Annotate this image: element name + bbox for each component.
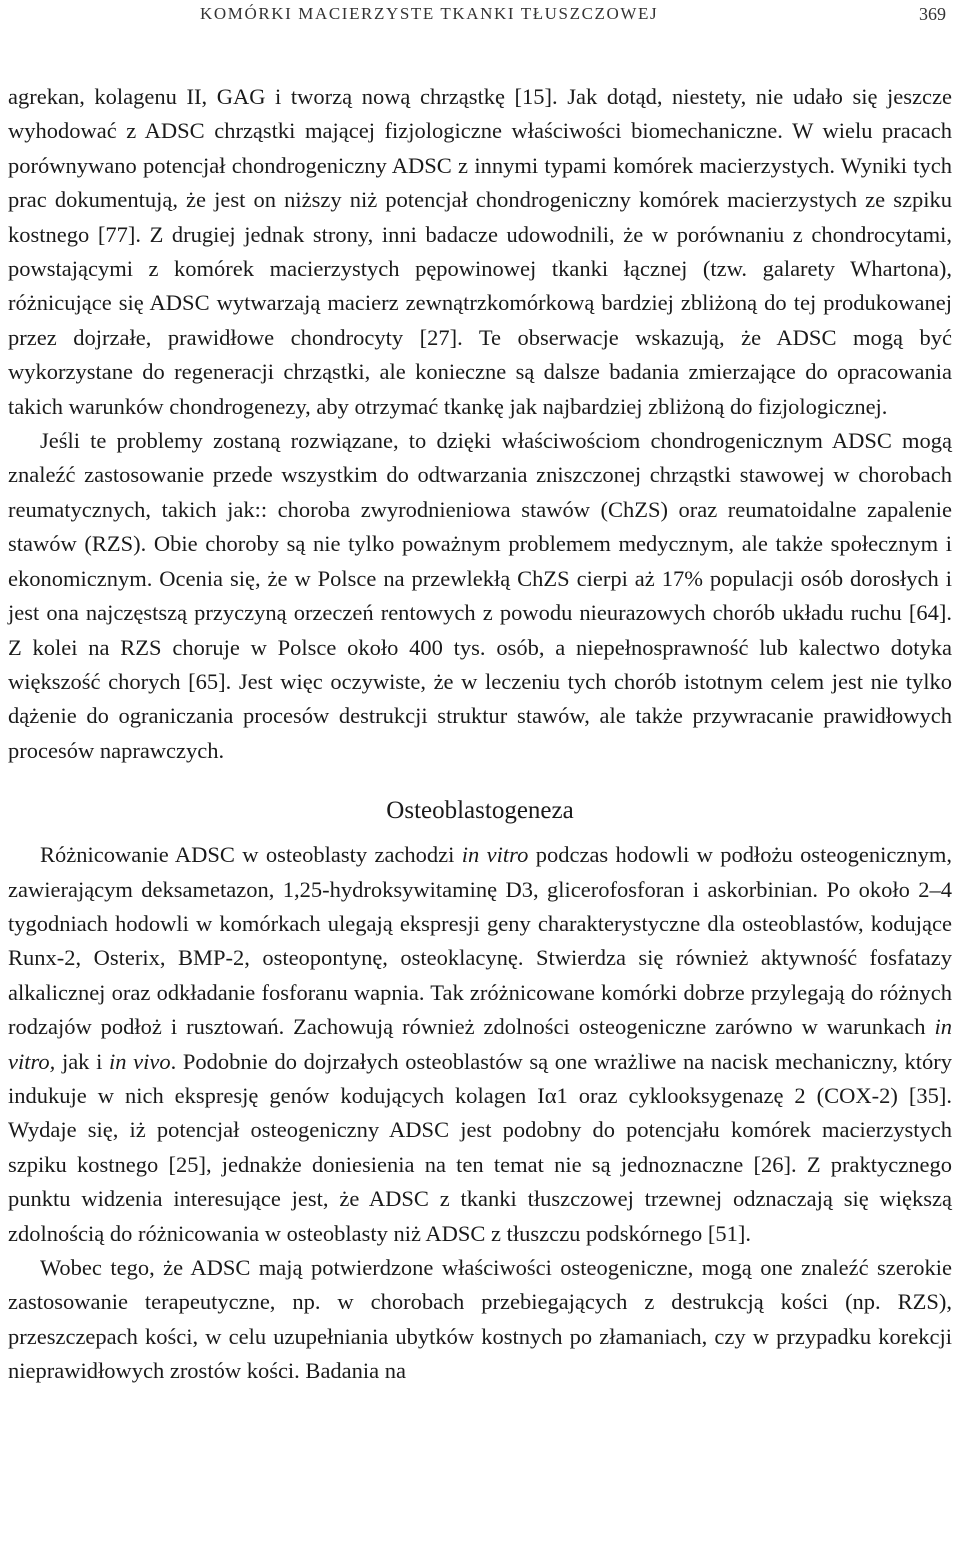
page-number: 369 bbox=[919, 4, 946, 24]
text-run: Różnicowanie ADSC w osteoblasty zachodzi bbox=[40, 842, 462, 868]
italic-term: in vitro bbox=[461, 842, 529, 868]
italic-term: in vitro, bbox=[8, 1014, 952, 1074]
text-run: jak i bbox=[55, 1048, 109, 1074]
paragraph-chondrogenesis: agrekan, kolagenu II, GAG i tworzą nową chrząstkę [15]. Jak dotąd, niestety, nie udało się jeszcze wyhodować z ADSC chrząstki mającej fizjologiczne właściwości biomechaniczne. W wielu pracach porównywano potencjał chondrogeniczny ADSC z innymi typami komórek macierzystych. Wyniki tych prac dokumentują, że jest on niższy niż potencjał chondrogeniczny komórek macierzystych ze szpiku kostnego [77]. Z drugiej jednak strony, inni badacze udowodnili, że w porównaniu z chondrocytami, powstającymi z komórek macierzystych pępowinowej tkanki łącznej (tzw. galarety Whartona), różnicujące się ADSC wytwarzają macierz zewnątrzkomórkową bardziej zbliżoną do tej produkowanej przez dojrzałe, prawidłowe chondrocyty [27]. Te obserwacje wskazują, że ADSC mogą być wykorzystane do regeneracji chrząstki, ale konieczne są dalsze badania zmierzające do opracowania takich warunków chondrogenezy, aby otrzymać tkankę jak najbardziej zbliżoną do fizjologicznej. bbox=[8, 84, 952, 419]
section-heading: Osteoblastogeneza bbox=[386, 797, 574, 825]
italic-term: in vivo bbox=[108, 1048, 171, 1074]
paragraph-rheumatic-applications: Jeśli te problemy zostaną rozwiązane, to dzięki właściwościom chondrogenicznym ADSC mogą znaleźć zastosowanie przede wszystkim do odtwarzania zniszczonej chrząstki stawowej w chorobach reumatycznych, takich jak:: choroba zwyrodnieniowa stawów (ChZS) oraz reumatoidalne zapalenie stawów (RZS). Obie choroby są nie tylko poważnym problemem medycznym, ale także społecznym i ekonomicznym. Ocenia się, że w Polsce na przewlekłą ChZS cierpi aż 17% populacji osób dorosłych i jest ona najczęstszą przyczyną orzeczeń rentowych z powodu nieurazowych chorób układu ruchu [64]. Z kolei na RZS choruje w Polsce około 400 tys. osób, a niepełnosprawność lub kalectwo dotyka większość chorych [65]. Jest więc oczywiste, że w leczeniu tych chorób istotnym celem jest nie tylko dążenie do ograniczania procesów destrukcji struktur stawów, ale także przywracanie prawidłowych procesów naprawczych. bbox=[8, 428, 952, 763]
text-run: . Podobnie do dojrzałych osteoblastów są one wrażliwe na nacisk mechaniczny, który indukuje w nich ekspresję genów kodujących kolagen Iα1 oraz cyklooksygenazę 2 (COX-2) [35]. Wydaje się, iż potencjał osteogeniczny ADSC jest podobny do potencjału komórek macierzystych szpiku kostnego [25], jednakże doniesienia na ten temat nie są jednoznaczne [26]. Z praktycznego punktu widzenia interesujące jest, że ADSC z tkanki tłuszczowej trzewnej odznaczają się większą zdolnością do różnicowania w osteoblasty niż ADSC z tłuszczu podskórnego [51]. bbox=[8, 1048, 952, 1246]
paragraph-osteogenic-applications: Wobec tego, że ADSC mają potwierdzone właściwości osteogeniczne, mogą one znaleźć szerokie zastosowanie terapeutyczne, np. w chorobach przebiegających z destrukcją kości (np. RZS), przeszczepach kości, w celu uzupełniania ubytków kostnych po złamaniach, czy w przypadku korekcji nieprawidłowych zrostów kości. Badania na bbox=[8, 1255, 952, 1384]
page-body bbox=[8, 80, 952, 1389]
paragraph-osteoblast-differentiation bbox=[8, 838, 952, 1251]
page-header bbox=[0, 0, 960, 60]
running-title: KOMÓRKI MACIERZYSTE TKANKI TŁUSZCZOWEJ bbox=[200, 4, 659, 23]
text-run: podczas hodowli w podłożu osteogenicznym, zawierającym deksametazon, 1,25-hydroksywitaminę D3, glicerofosforan i askorbinian. Po około 2–4 tygodniach hodowli w komórkach ulegają ekspresji geny charakterystyczne dla osteoblastów, kodujące Runx-2, Osterix, BMP-2, osteopontynę, osteoklacynę. Stwierdza się również aktywność fosfatazy alkalicznej oraz odkładanie fosforanu wapnia. Tak zróżnicowane komórki dobrze przylegają do różnych rodzajów podłoż i rusztowań. Zachowują również zdolności osteogeniczne zarówno w warunkach bbox=[8, 842, 952, 1040]
